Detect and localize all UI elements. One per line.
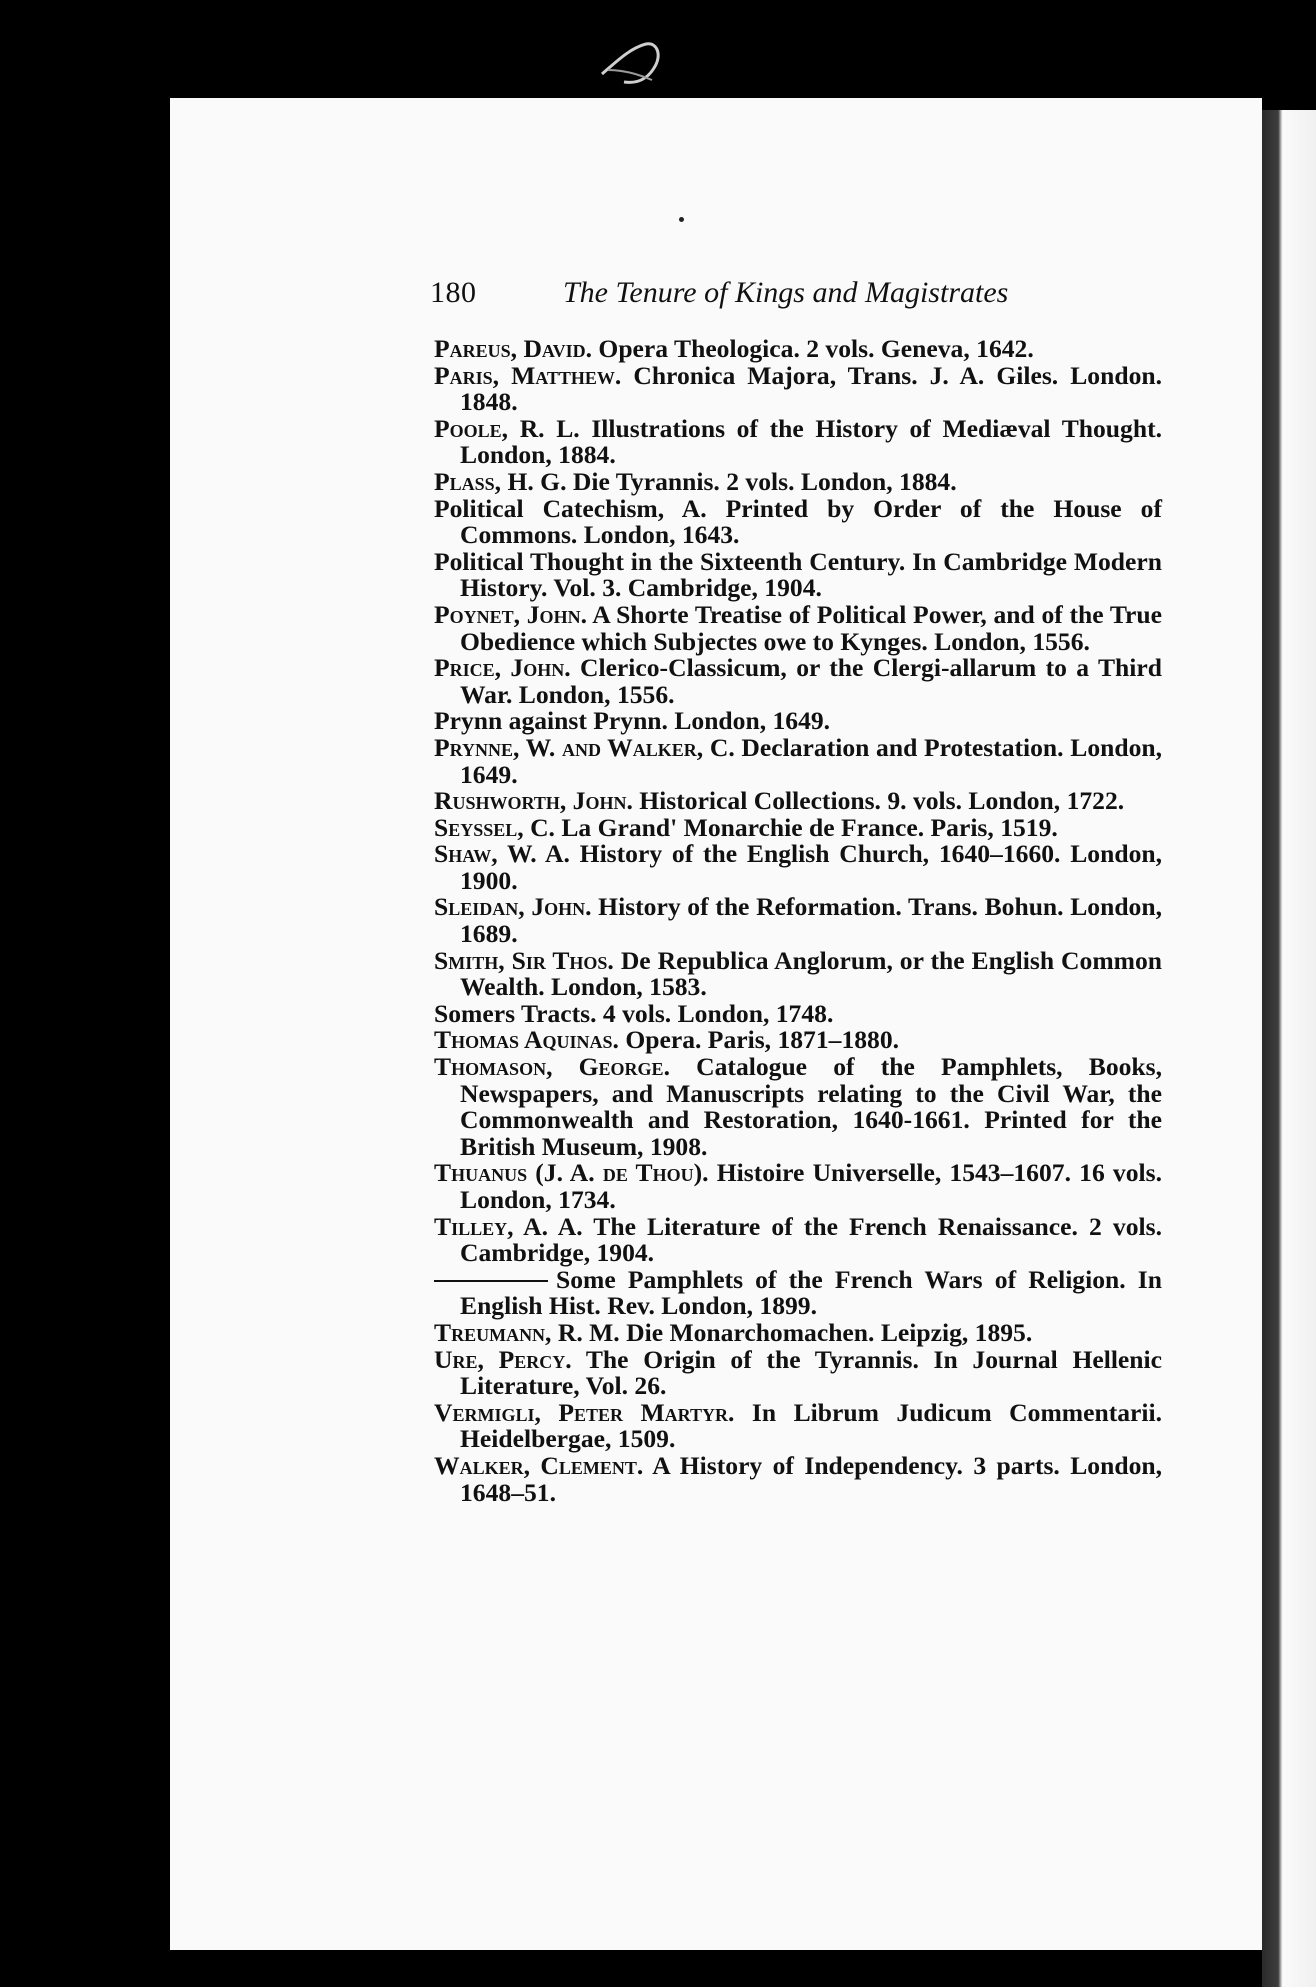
running-title: The Tenure of Kings and Magistrates [563, 276, 1009, 309]
entry-author: Thomas Aquinas. [434, 1025, 619, 1055]
ink-speck [679, 217, 684, 222]
bibliography-entry [434, 788, 1162, 815]
entry-text: Catalogue of the Pamphlets, Books, Newspapers, and Manuscripts relating to the Civil War, the Commonwealth and Restoration, 1640-1661. Printed for the British Museum, 1908. [460, 1052, 1163, 1161]
entry-text: Political Thought in the Sixteenth Century. In Cambridge Modern History. Vol. 3. Cambridge, 1904. [434, 546, 1162, 603]
entry-text: Some Pamphlets of the French Wars of Religion. In English Hist. Rev. London, 1899. [460, 1264, 1162, 1321]
bibliography-entry [434, 1211, 1162, 1268]
entry-text: History of the English Church, 1640–1660. London, 1900. [460, 839, 1162, 895]
entry-author: Vermigli, Peter Martyr. [434, 1397, 735, 1427]
entry-author: Treumann, R. M. [434, 1317, 620, 1347]
entry-author: Sleidan, John. [434, 892, 592, 922]
entry-text: A Shorte Treatise of Political Power, and of the True Obedience which Subjectes owe to Kynges. London, 1556. [460, 599, 1162, 656]
bibliography-entry [434, 841, 1162, 894]
bibliography-entry [434, 1054, 1162, 1160]
bibliography-entry [434, 945, 1162, 1002]
entry-text: The Literature of the French Renaissance. 2 vols. Cambridge, 1904. [460, 1211, 1162, 1268]
entry-author: Smith, Sir Thos. [434, 945, 614, 975]
bibliography-entry [434, 1027, 1162, 1054]
bibliography-entry [434, 998, 1162, 1028]
entry-author: Rushworth, John. [434, 786, 633, 816]
entry-text: A History of Independency. 3 parts. London, 1648–51. [460, 1450, 1162, 1507]
bibliography-entry [434, 1344, 1162, 1401]
entry-text: Opera Theologica. 2 vols. Geneva, 1642. [592, 334, 1034, 363]
bibliography-entry [434, 732, 1163, 789]
bibliography-entry [434, 1160, 1162, 1213]
entry-text: La Grand' Monarchie de France. Paris, 1519. [554, 812, 1058, 842]
bibliography-entry [434, 1317, 1162, 1347]
entry-author: Paris, Matthew. [434, 360, 622, 390]
entry-text: Die Monarchomachen. Leipzig, 1895. [619, 1317, 1033, 1347]
entry-author: Plass, H. G. [434, 466, 567, 496]
bibliography-entry [434, 655, 1162, 708]
bibliography-entry [434, 894, 1162, 947]
page-number: 180 [430, 276, 477, 309]
ditto-dash [434, 1280, 548, 1282]
paper-curl-mark [598, 40, 662, 86]
bibliography-entry [434, 1264, 1162, 1321]
page-edge-shadow [1262, 110, 1316, 1987]
bibliography-entry [434, 1450, 1162, 1507]
bibliography-entry [434, 1397, 1162, 1454]
entry-text: History of the Reformation. Trans. Bohun. London, 1689. [460, 892, 1162, 949]
entry-author: Prynne, W. and Walker, C. [434, 732, 735, 762]
entry-author: Seyssel, C. [434, 812, 555, 842]
entry-text: Histoire Universelle, 1543–1607. 16 vols. London, 1734. [460, 1158, 1162, 1214]
entry-author: Ure, Percy. [434, 1344, 572, 1374]
entry-author: Thomason, George. [434, 1052, 670, 1082]
bibliography-entry [434, 336, 1162, 363]
entry-text: Die Tyrannis. 2 vols. London, 1884. [566, 466, 957, 496]
entry-text: Opera. Paris, 1871–1880. [618, 1025, 900, 1055]
bibliography-list [434, 336, 1162, 1506]
running-header [430, 276, 1190, 320]
entry-author: Shaw, W. A. [434, 839, 570, 869]
entry-author: Poole, R. L. [434, 413, 580, 443]
bibliography-entry [434, 812, 1162, 842]
entry-author: Tilley, A. A. [434, 1211, 583, 1241]
bibliography-entry [434, 708, 1162, 735]
bibliography-entry [434, 360, 1162, 417]
entry-text: Clerico-Classicum, or the Clergi-allarum to a Third War. London, 1556. [460, 653, 1162, 709]
entry-text: Prynn against Prynn. London, 1649. [434, 706, 831, 736]
entry-text: Chronica Majora, Trans. J. A. Giles. London. 1848. [460, 360, 1162, 417]
entry-author: Price, John. [434, 653, 571, 683]
bibliography-entry [434, 493, 1162, 550]
entry-text: Somers Tracts. 4 vols. London, 1748. [434, 998, 834, 1028]
bibliography-entry [434, 546, 1162, 603]
entry-text: Political Catechism, A. Printed by Order of the House of Commons. London, 1643. [434, 493, 1162, 550]
entry-text: Declaration and Protestation. London, 1649. [460, 732, 1163, 789]
bibliography-entry [434, 413, 1162, 470]
entry-text: Historical Collections. 9. vols. London, 1722. [632, 786, 1125, 816]
bibliography-entry [434, 466, 1162, 496]
entry-text: The Origin of the Tyrannis. In Journal Hellenic Literature, Vol. 26. [460, 1344, 1162, 1401]
entry-author: Walker, Clement. [434, 1450, 644, 1480]
entry-text: De Republica Anglorum, or the English Common Wealth. London, 1583. [460, 945, 1162, 1002]
entry-text: Illustrations of the History of Mediæval Thought. London, 1884. [460, 413, 1162, 470]
entry-author: Poynet, John. [434, 599, 587, 629]
entry-text: In Librum Judicum Commentarii. Heidelbergae, 1509. [460, 1397, 1162, 1454]
bibliography-entry [434, 599, 1162, 656]
entry-author: Pareus, David. [434, 334, 593, 363]
entry-author: Thuanus (J. A. de Thou). [434, 1158, 709, 1188]
